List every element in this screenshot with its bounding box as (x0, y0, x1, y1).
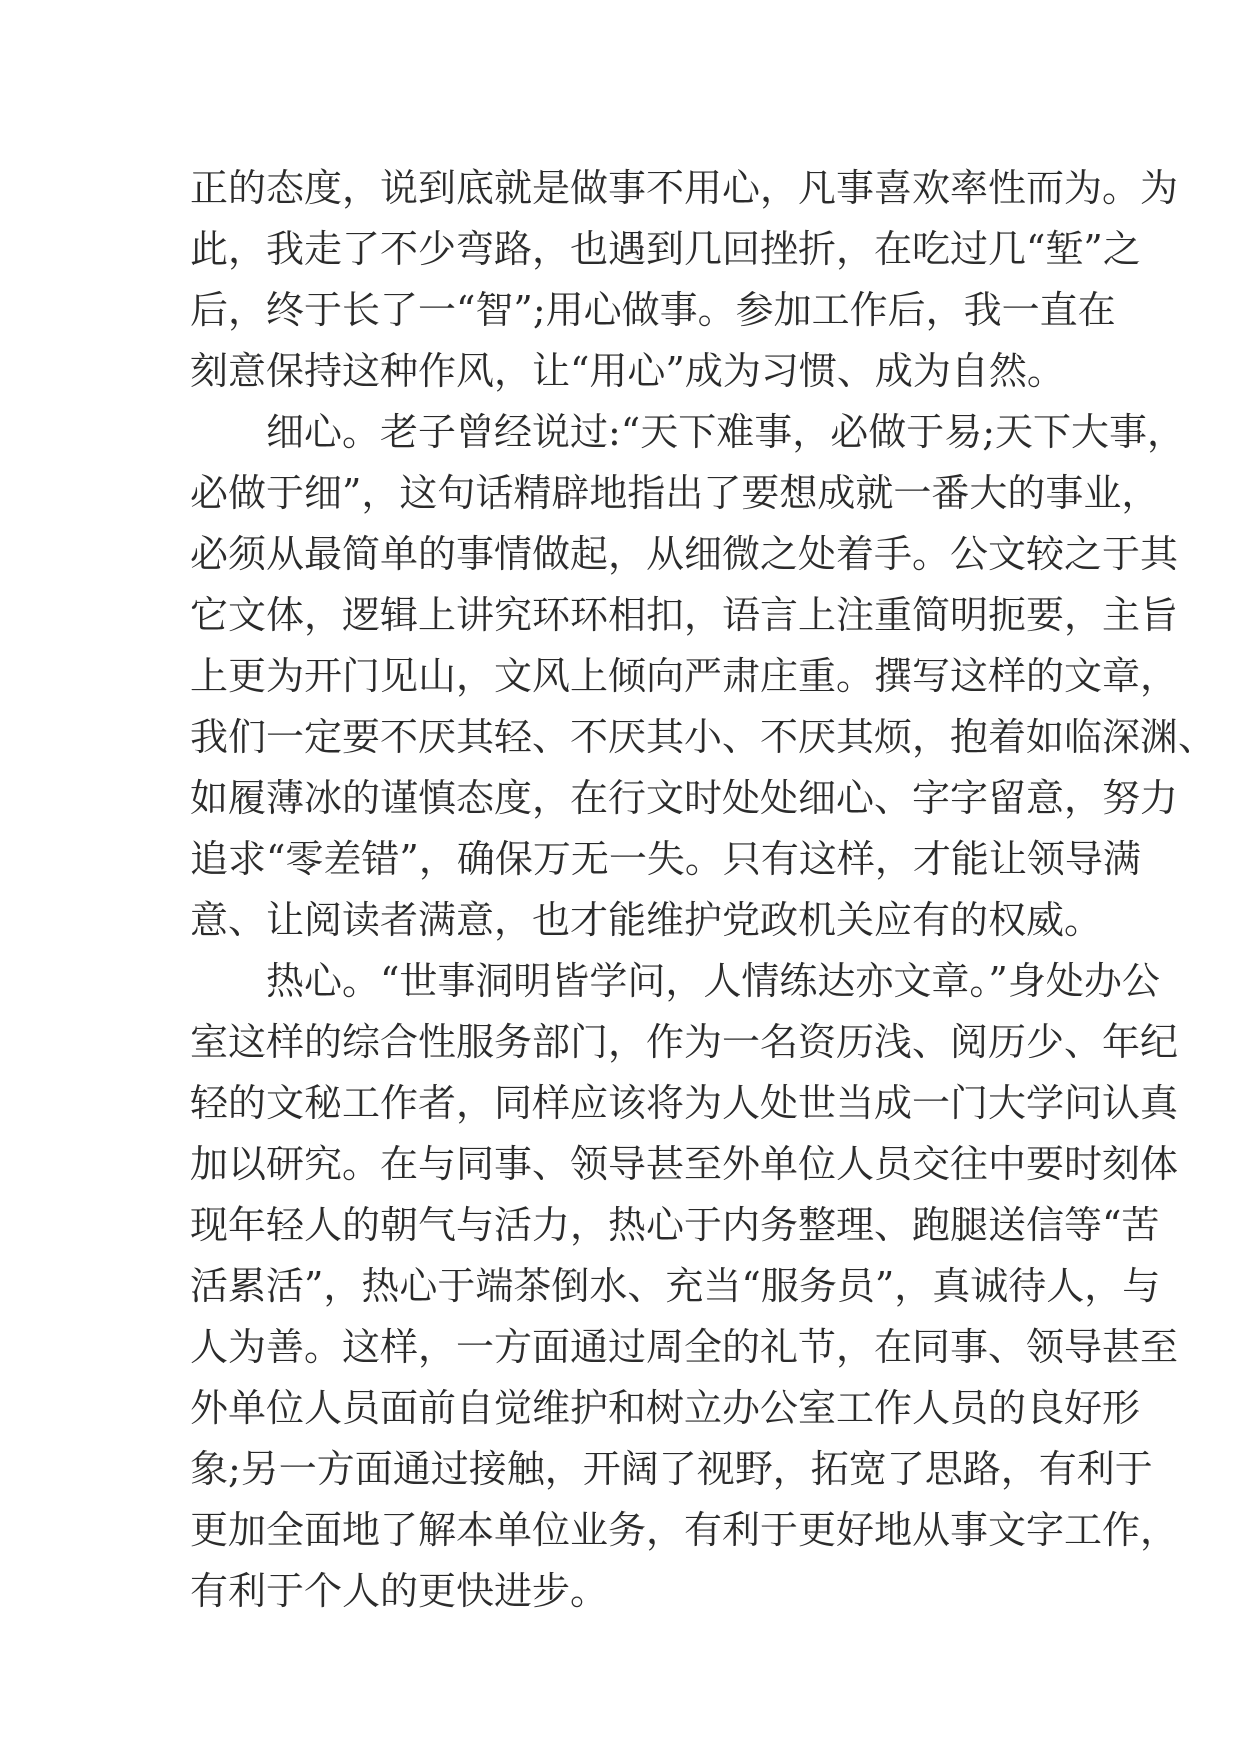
text-line: 外单位人员面前自觉维护和树立办公室工作人员的良好形 (190, 1386, 1141, 1430)
body-text (190, 158, 1217, 1622)
text-line: 加以研究。在与同事、领导甚至外单位人员交往中要时刻体 (190, 1142, 1179, 1186)
text-line: 象;另一方面通过接触，开阔了视野，拓宽了思路，有利于 (190, 1447, 1153, 1491)
text-line: 它文体，逻辑上讲究环环相扣，语言上注重简明扼要，主旨 (190, 593, 1179, 637)
text-line: 更加全面地了解本单位业务，有利于更好地从事文字工作， (190, 1508, 1179, 1552)
text-line: 必须从最简单的事情做起，从细微之处着手。公文较之于其 (190, 532, 1179, 576)
text-line: 室这样的综合性服务部门，作为一名资历浅、阅历少、年纪 (190, 1020, 1179, 1064)
text-line: 我们一定要不厌其轻、不厌其小、不厌其烦，抱着如临深渊、 (190, 715, 1217, 759)
text-line: 意、让阅读者满意，也才能维护党政机关应有的权威。 (190, 898, 1103, 942)
text-line: 后，终于长了一“智”;用心做事。参加工作后，我一直在 (190, 288, 1116, 332)
text-line: 现年轻人的朝气与活力，热心于内务整理、跑腿送信等“苦 (190, 1203, 1160, 1247)
text-line: 活累活”，热心于端茶倒水、充当“服务员”，真诚待人，与 (190, 1264, 1161, 1308)
text-line: 热心。“世事洞明皆学问，人情练达亦文章。”身处办公 (190, 959, 1160, 1003)
text-line: 必做于细”，这句话精辟地指出了要想成就一番大的事业， (190, 471, 1160, 515)
text-line: 有利于个人的更快进步。 (190, 1569, 609, 1613)
text-line: 追求“零差错”，确保万无一失。只有这样，才能让领导满 (190, 837, 1141, 881)
text-line: 细心。老子曾经说过:“天下难事，必做于易;天下大事， (190, 410, 1186, 454)
text-line: 轻的文秘工作者，同样应该将为人处世当成一门大学问认真 (190, 1081, 1179, 1125)
text-line: 此，我走了不少弯路，也遇到几回挫折，在吃过几“堑”之 (190, 227, 1141, 271)
text-line: 正的态度，说到底就是做事不用心，凡事喜欢率性而为。为 (190, 166, 1179, 210)
text-line: 上更为开门见山，文风上倾向严肃庄重。撰写这样的文章， (190, 654, 1179, 698)
text-line: 人为善。这样，一方面通过周全的礼节，在同事、领导甚至 (190, 1325, 1179, 1369)
text-line: 如履薄冰的谨慎态度，在行文时处处细心、字字留意，努力 (190, 776, 1179, 820)
text-line: 刻意保持这种作风，让“用心”成为习惯、成为自然。 (190, 349, 1065, 393)
